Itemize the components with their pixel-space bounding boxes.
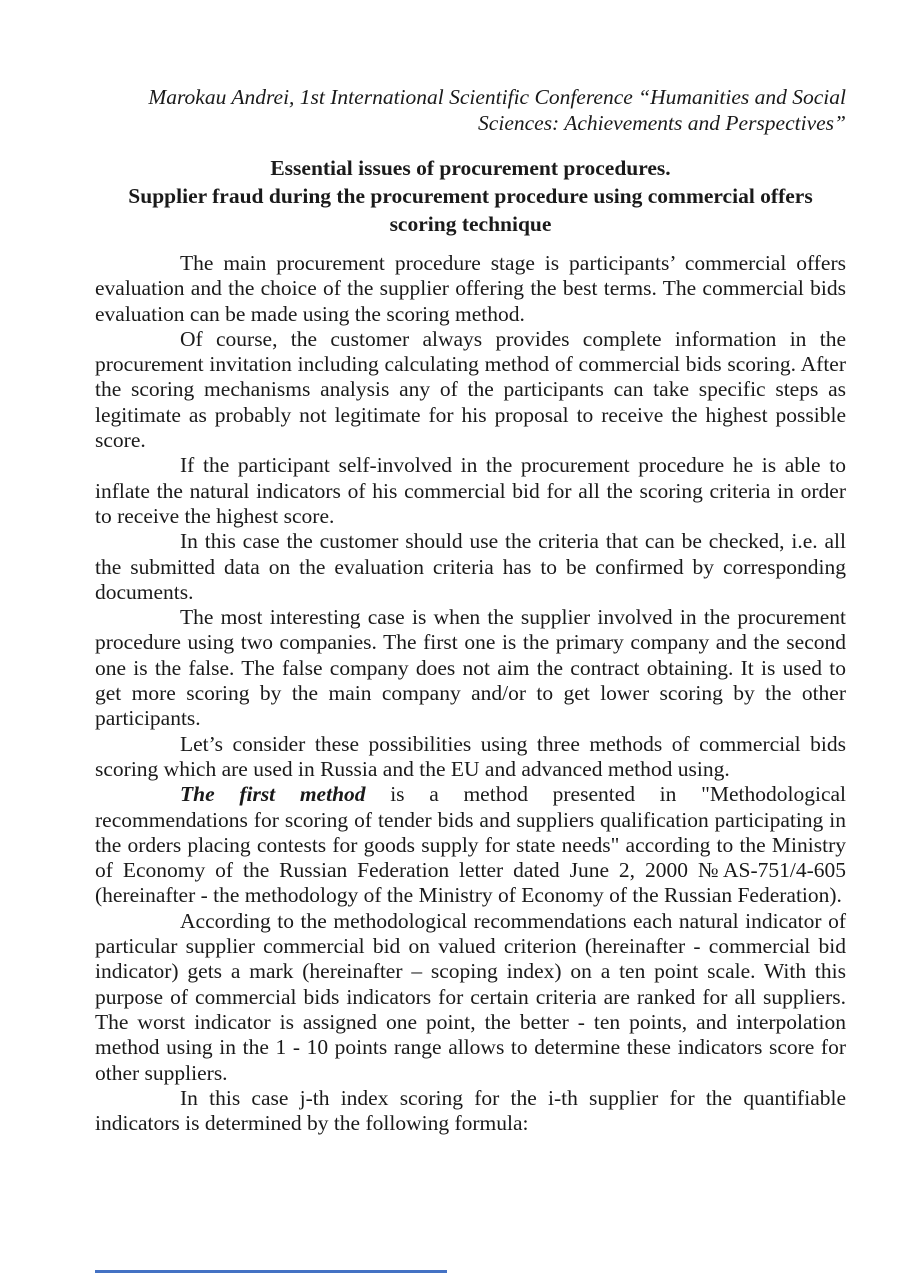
paper-title <box>95 154 846 238</box>
paper-body <box>95 251 846 1136</box>
paragraph <box>95 1086 846 1137</box>
paragraph <box>95 529 846 605</box>
paragraph-text: Let’s consider these possibilities using three methods of commercial bids scoring which are used in Russia and the EU and advanced method using. <box>95 731 846 781</box>
paragraph <box>95 909 846 1086</box>
paragraph-text: The main procurement procedure stage is participants’ commercial offers evaluation and the choice of the supplier offering the best terms. The commercial bids evaluation can be made using the scoring method. <box>95 251 846 326</box>
paragraph <box>95 251 846 327</box>
paragraph <box>95 453 846 529</box>
paragraph-text: is a method presented in "Methodological recommendations for scoring of tender bids and suppliers qualification participating in the orders placing contests for goods supply for state needs" according to the Ministry of Economy of the Russian Federation letter dated June 2, 2000 №AS-751/4-605 (hereinafter - the methodology of the Ministry of Economy of the Russian Federation). <box>95 782 846 908</box>
running-header: Marokau Andrei, 1st International Scientific Conference “Humanities and Social Sciences: Achievements and Perspectives” <box>148 85 846 135</box>
paragraph-text: If the participant self-involved in the procurement procedure he is able to inflate the natural indicators of his commercial bid for all the scoring criteria in order to receive the highest score. <box>95 453 846 528</box>
paragraph-text: In this case j-th index scoring for the i-th supplier for the quantifiable indicators is determined by the following formula: <box>95 1085 846 1136</box>
paragraph-text: The most interesting case is when the supplier involved in the procurement procedure using two companies. The first one is the primary company and the second one is the false. The false company does not aim the contract obtaining. It is used to get more scoring by the main company and/or to get lower scoring by the other participants. <box>95 605 846 731</box>
paragraph <box>95 732 846 783</box>
paragraph-text: In this case the customer should use the criteria that can be checked, i.e. all the submitted data on the evaluation criteria has to be confirmed by corresponding documents. <box>95 529 846 604</box>
paragraph <box>95 782 846 908</box>
paragraph <box>95 327 846 453</box>
paragraph-text: According to the methodological recommendations each natural indicator of particular supplier commercial bid on valued criterion (hereinafter - commercial bid indicator) gets a mark (hereinafter – scoping index) on a ten point scale. With this purpose of commercial bids indicators for certain criteria are ranked for all suppliers. The worst indicator is assigned one point, the better - ten points, and interpolation method using in the 1 - 10 points range allows to determine these indicators score for other suppliers. <box>95 908 846 1085</box>
paragraph-lead-first-method: The first method <box>180 782 366 807</box>
paragraph-text: Of course, the customer always provides complete information in the procurement invitation including calculating method of commercial bids scoring. After the scoring mechanisms analysis any of the participants can take specific steps as legitimate as probably not legitimate for his proposal to receive the highest possible score. <box>95 326 846 453</box>
paper-title-line1: Essential issues of procurement procedures. <box>270 156 671 180</box>
paragraph <box>95 605 846 731</box>
formula-top-rule <box>95 1270 447 1273</box>
paper-title-line2: Supplier fraud during the procurement procedure using commercial offers scoring technique <box>128 184 813 236</box>
